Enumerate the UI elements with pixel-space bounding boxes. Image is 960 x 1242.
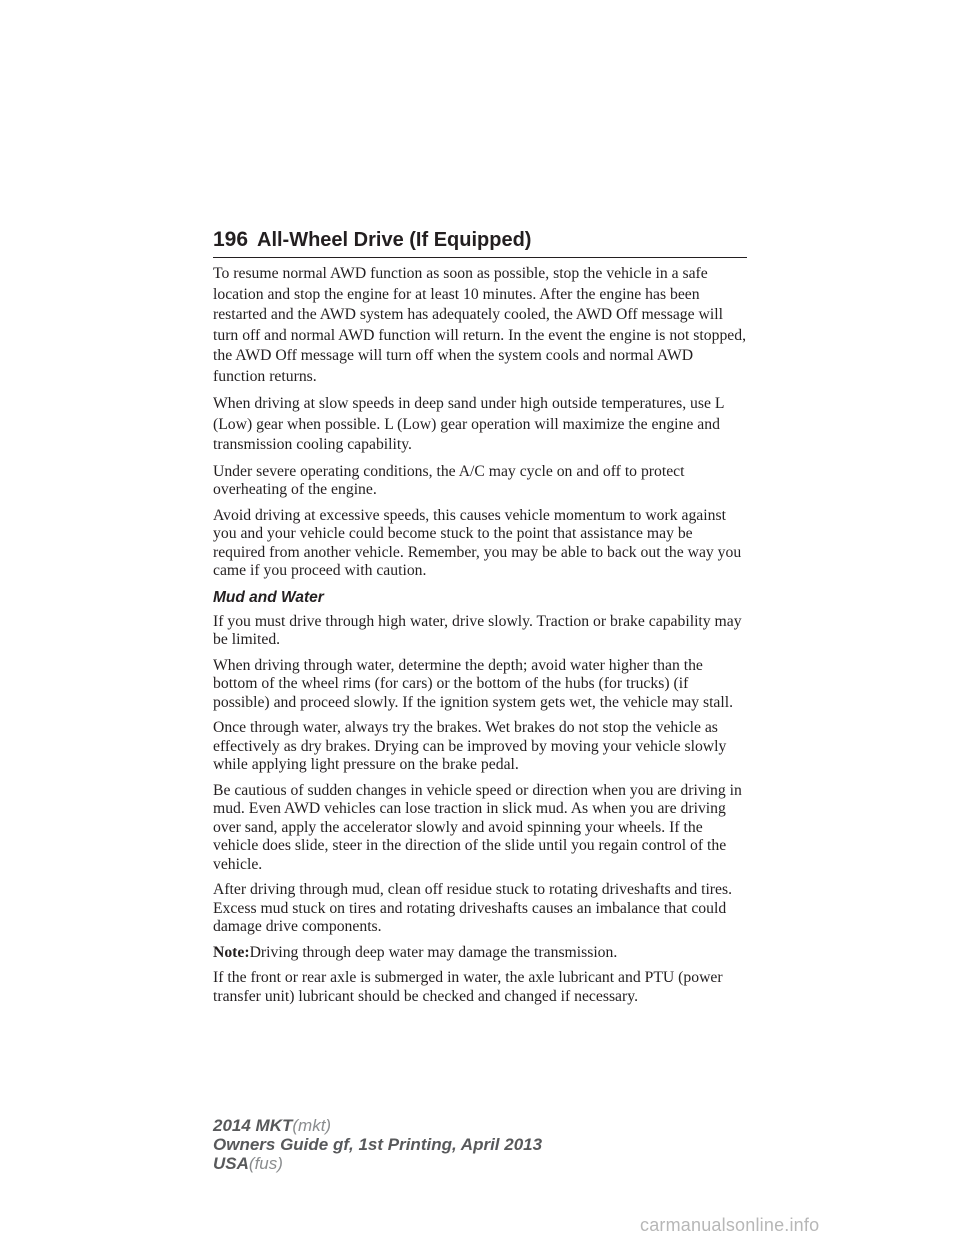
paragraph-axle-submerged: If the front or rear axle is submerged in water, the axle lubricant and PTU (power transfer unit) lubricant should be checked and changed if necessary. (213, 969, 723, 1005)
paragraph-clean-residue: After driving through mud, clean off residue stuck to rotating driveshafts and tires. Excess mud stuck on tires and rotating driveshafts causes an imbalance that could damage drive components. (213, 881, 733, 935)
subheading-mud-and-water: Mud and Water (213, 588, 324, 606)
footer-market-code: (fus) (248, 1154, 283, 1173)
page-number: 196 (213, 228, 249, 251)
paragraph-mud-driving: Be cautious of sudden changes in vehicle speed or direction when you are driving in mud. Even AWD vehicles can lose traction in slick mud. As when you are driving over sand, apply the accelerator slowly and avoid spinning your wheels. If the vehicle does slide, steer in the direction of the slide until you regain control of the vehicle. (213, 781, 742, 873)
note-text: Driving through deep water may damage the transmission. (249, 943, 618, 961)
note-paragraph (213, 944, 747, 963)
footer-model-code: (mkt) (292, 1116, 332, 1135)
paragraph-excessive-speeds: Avoid driving at excessive speeds, this causes vehicle momentum to work against you and your vehicle could become stuck to the point that assistance may be required from another vehicle. Remember, you may be able to back out the way you came if you proceed with caution. (213, 506, 742, 579)
paragraph-awd-resume: To resume normal AWD function as soon as possible, stop the vehicle in a safe location and stop the engine for at least 10 minutes. After the engine has been restarted and the AWD system has adequately cooled, the AWD Off message will turn off and normal AWD function will return. In the event the engine is not stopped, the AWD Off message will turn off when the system cools and normal AWD function returns. (213, 265, 747, 385)
paragraph-wet-brakes: Once through water, always try the brakes. Wet brakes do not stop the vehicle as effectively as dry brakes. Drying can be improved by moving your vehicle slowly while applying light pressure on the brake pedal. (213, 719, 727, 773)
page-footer (213, 1116, 542, 1173)
page-content (213, 264, 747, 1013)
footer-market: USA (213, 1154, 249, 1173)
footer-market-line (213, 1154, 542, 1173)
paragraph-deep-sand: When driving at slow speeds in deep sand under high outside temperatures, use L (Low) gear when possible. L (Low) gear operation will maximize the engine and transmission cooling capability. (213, 395, 724, 453)
paragraph-water-depth: When driving through water, determine the depth; avoid water higher than the bottom of the wheel rims (for cars) or the bottom of the hubs (for trucks) (if possible) and proceed slowly. If the ignition system gets wet, the vehicle may stall. (213, 656, 734, 711)
paragraph-ac-cycle: Under severe operating conditions, the A/C may cycle on and off to protect overheating of the engine. (213, 462, 685, 498)
paragraph-high-water: If you must drive through high water, drive slowly. Traction or brake capability may be limited. (213, 612, 742, 648)
footer-model-line (213, 1116, 542, 1135)
note-label: Note: (213, 943, 250, 961)
footer-guide-line: Owners Guide gf, 1st Printing, April 2013 (213, 1135, 543, 1154)
section-title: All-Wheel Drive (If Equipped) (257, 229, 532, 251)
watermark-text: carmanualsonline.info (640, 1215, 820, 1235)
footer-model: 2014 MKT (213, 1116, 293, 1135)
page-header (213, 228, 747, 258)
